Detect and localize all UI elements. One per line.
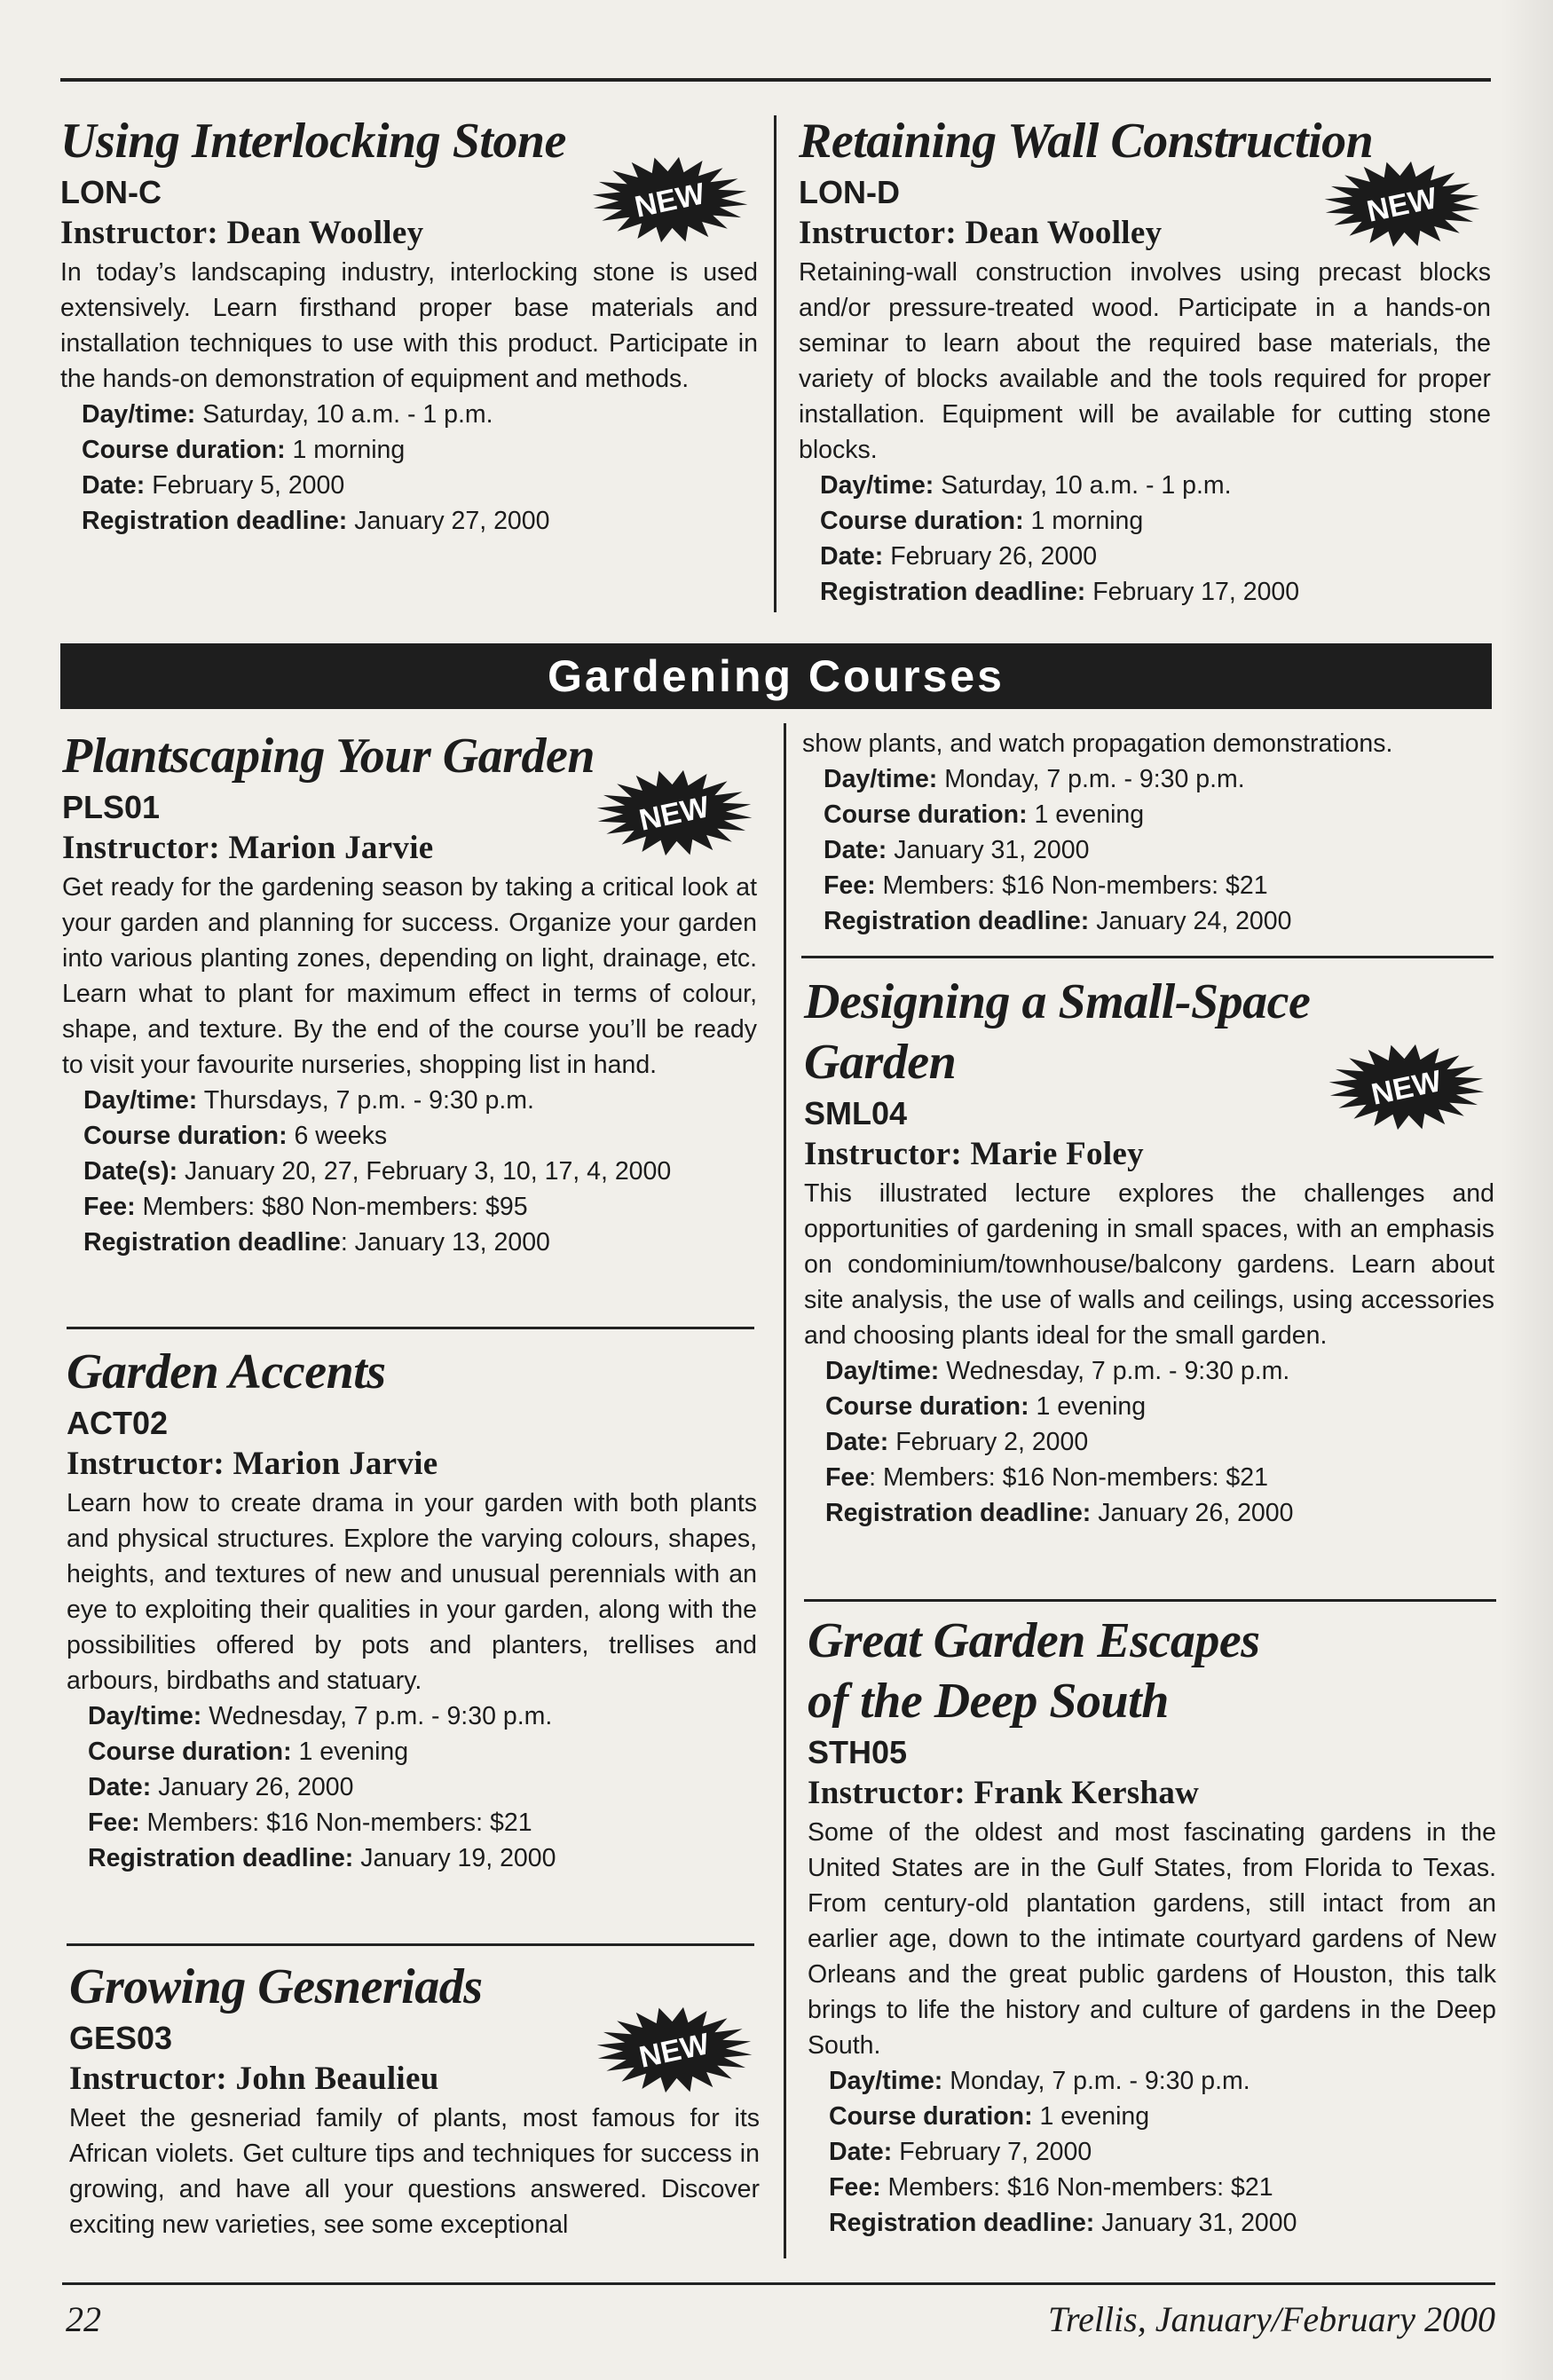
detail-duration: Course duration: 1 morning <box>82 436 406 464</box>
detail-daytime: Day/time: Saturday, 10 a.m. - 1 p.m. <box>82 400 493 429</box>
divider-rule <box>801 956 1494 958</box>
course-title: Growing Gesneriads <box>69 1959 483 2014</box>
course-code: STH05 <box>808 1734 908 1770</box>
course-title: Garden Accents <box>67 1344 386 1399</box>
course-details <box>825 1353 1494 1531</box>
course-description-continued: show plants, and watch propagation demonstrations. <box>802 729 1393 758</box>
course-title-line1: Great Garden Escapes <box>808 1613 1260 1668</box>
page-number: 22 <box>66 2299 101 2339</box>
starburst-icon <box>1322 160 1482 248</box>
page-shadow <box>1500 0 1553 2380</box>
course-ges03-continued <box>802 726 1494 939</box>
starburst-icon <box>1327 1043 1486 1131</box>
detail-date: Date: February 2, 2000 <box>825 1428 1089 1456</box>
svg-text:NEW: NEW <box>632 177 708 225</box>
new-badge-sml04 <box>1327 1043 1486 1131</box>
divider-rule <box>804 1599 1496 1602</box>
svg-text:NEW: NEW <box>636 2027 713 2075</box>
starburst-icon <box>595 2006 754 2094</box>
detail-fee: Fee: Members: $16 Non-members: $21 <box>824 871 1268 900</box>
course-description: Retaining-wall construction involves using precast blocks and/or pressure-treated wood. Participate in a hands-on seminar to learn about the required base materials, the variety of blocks available and the tools required for proper installation. Equipment will be available for cutting stone blocks. <box>799 258 1491 464</box>
course-sth05 <box>808 1611 1496 2241</box>
detail-date: Date: February 5, 2000 <box>82 471 345 500</box>
detail-date: Date: February 7, 2000 <box>829 2138 1092 2166</box>
course-description: Some of the oldest and most fascinating gardens in the United States are in the Gulf States, from Florida to Texas. From century-old plantation gardens, still intact from an earlier age, down to the intimate courtyard gardens of New Orleans and the great public gardens of Houston, this talk brings to life the history and culture of gardens in the Deep South. <box>808 1818 1496 2060</box>
course-description: This illustrated lecture explores the challenges and opportunities of gardening in small spaces, with an emphasis on condominium/townhouse/balcony gardens. Learn about site analysis, the use of walls and ceilings, using accessories and choosing plants ideal for the small garden. <box>804 1179 1494 1350</box>
new-badge-lond <box>1322 160 1482 248</box>
detail-duration: Course duration: 1 morning <box>820 507 1144 535</box>
detail-daytime: Day/time: Saturday, 10 a.m. - 1 p.m. <box>820 471 1232 500</box>
course-act02 <box>67 1342 757 1876</box>
course-title: Using Interlocking Stone <box>60 114 566 169</box>
new-badge-pls01 <box>595 768 754 857</box>
new-badge-lonc <box>590 155 750 244</box>
bottom-rule <box>62 2282 1495 2285</box>
course-description: In today’s landscaping industry, interlocking stone is used extensively. Learn firsthand proper base materials and installation techniques to use with this product. Participate in the hands-on demonstration of equipment and methods. <box>60 258 758 393</box>
course-instructor: Instructor: Marion Jarvie <box>62 830 434 866</box>
detail-fee: Fee: Members: $16 Non-members: $21 <box>825 1463 1268 1492</box>
course-title-line2: of the Deep South <box>808 1674 1169 1729</box>
starburst-icon <box>595 768 754 857</box>
detail-daytime: Day/time: Wednesday, 7 p.m. - 9:30 p.m. <box>88 1702 553 1730</box>
detail-deadline: Registration deadline: January 13, 2000 <box>83 1228 550 1257</box>
column-divider-bottom <box>784 723 786 2258</box>
new-badge-ges03 <box>595 2006 754 2094</box>
svg-text:NEW: NEW <box>636 790 713 838</box>
course-instructor: Instructor: Marie Foley <box>804 1136 1144 1172</box>
course-title: Plantscaping Your Garden <box>62 729 595 784</box>
course-code: LON-D <box>799 174 900 210</box>
detail-duration: Course duration: 1 evening <box>824 800 1145 829</box>
detail-deadline: Registration deadline: January 27, 2000 <box>82 507 550 535</box>
detail-deadline: Registration deadline: January 26, 2000 <box>825 1499 1294 1527</box>
course-description: Meet the gesneriad family of plants, most famous for its African violets. Get culture tips and techniques for success in growing, and have all your questions answered. Discover exciting new varieties, see some exceptional <box>69 2104 760 2239</box>
detail-duration: Course duration: 1 evening <box>88 1738 409 1766</box>
course-ges03 <box>69 1957 760 2242</box>
course-instructor: Instructor: John Beaulieu <box>69 2061 439 2097</box>
course-details <box>83 1083 757 1260</box>
course-description: Get ready for the gardening season by taking a critical look at your garden and planning for success. Organize your garden into various planting zones, depending on light, drainage, etc. Learn what to plant for maximum effect in terms of colour, shape, and texture. By the end of the course you’ll be ready to visit your favourite nurseries, shopping list in hand. <box>62 873 757 1079</box>
course-code: SML04 <box>804 1095 908 1131</box>
detail-date: Date: February 26, 2000 <box>820 542 1098 571</box>
course-code: GES03 <box>69 2020 173 2056</box>
course-details <box>82 397 758 539</box>
svg-text:NEW: NEW <box>1368 1064 1445 1112</box>
detail-duration: Course duration: 1 evening <box>829 2102 1150 2131</box>
detail-daytime: Day/time: Monday, 7 p.m. - 9:30 p.m. <box>829 2067 1250 2095</box>
course-details <box>820 468 1491 610</box>
course-details <box>829 2063 1496 2241</box>
detail-fee: Fee: Members: $16 Non-members: $21 <box>829 2173 1273 2202</box>
divider-rule <box>67 1943 754 1946</box>
course-code: ACT02 <box>67 1405 169 1441</box>
course-code: PLS01 <box>62 789 161 825</box>
detail-fee: Fee: Members: $16 Non-members: $21 <box>88 1809 532 1837</box>
detail-duration: Course duration: 1 evening <box>825 1392 1147 1421</box>
detail-date: Date: January 26, 2000 <box>88 1773 354 1801</box>
course-description: Learn how to create drama in your garden with both plants and physical structures. Explore the varying colours, shapes, heights, and textures of new and unusual perennials with an eye to exploiting their qualities in your garden, along with the possibilities offered by pots and planters, trellises and arbours, birdbaths and statuary. <box>67 1489 757 1695</box>
starburst-icon <box>590 155 750 244</box>
section-header-gardening-courses: Gardening Courses <box>60 643 1492 709</box>
course-details <box>88 1698 757 1876</box>
detail-date: Date: January 31, 2000 <box>824 836 1090 864</box>
course-title-line1: Designing a Small-Space <box>804 974 1311 1029</box>
detail-deadline: Registration deadline: January 19, 2000 <box>88 1844 556 1872</box>
course-instructor: Instructor: Dean Woolley <box>799 215 1163 251</box>
course-title: Retaining Wall Construction <box>799 114 1374 169</box>
detail-fee: Fee: Members: $80 Non-members: $95 <box>83 1193 528 1221</box>
detail-daytime: Day/time: Wednesday, 7 p.m. - 9:30 p.m. <box>825 1357 1290 1385</box>
course-instructor: Instructor: Frank Kershaw <box>808 1775 1200 1811</box>
course-title-line2: Garden <box>804 1035 957 1090</box>
detail-dates: Date(s): January 20, 27, February 3, 10, 17, 4, 2000 <box>83 1157 672 1186</box>
divider-rule <box>67 1327 754 1329</box>
detail-deadline: Registration deadline: January 31, 2000 <box>829 2209 1297 2237</box>
detail-daytime: Day/time: Monday, 7 p.m. - 9:30 p.m. <box>824 765 1245 793</box>
course-instructor: Instructor: Dean Woolley <box>60 215 424 251</box>
detail-deadline: Registration deadline: January 24, 2000 <box>824 907 1292 935</box>
column-divider-top <box>774 115 776 612</box>
svg-text:NEW: NEW <box>1364 181 1440 229</box>
top-rule <box>60 78 1491 82</box>
course-details <box>824 761 1494 939</box>
detail-daytime: Day/time: Thursdays, 7 p.m. - 9:30 p.m. <box>83 1086 534 1115</box>
detail-deadline: Registration deadline: February 17, 2000 <box>820 578 1300 606</box>
course-instructor: Instructor: Marion Jarvie <box>67 1446 438 1482</box>
detail-duration: Course duration: 6 weeks <box>83 1122 388 1150</box>
course-code: LON-C <box>60 174 162 210</box>
publication-footer: Trellis, January/February 2000 <box>1047 2299 1495 2339</box>
